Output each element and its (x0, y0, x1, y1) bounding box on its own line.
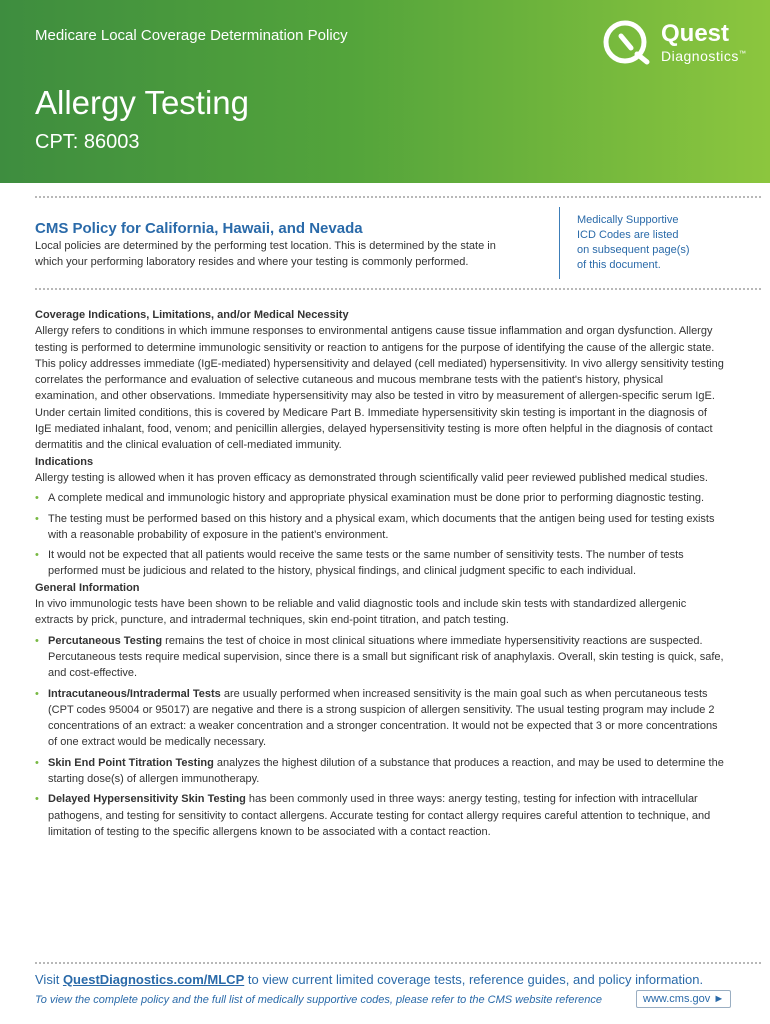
page-title: Allergy Testing (35, 84, 250, 121)
list-item: • It would not be expected that all patients would receive the same tests or the same number of sensitivity tests. The number of tests performed must be judicious and related to the history, physical findings, and clinical judgment specific to each individual. (35, 549, 684, 578)
cpt-code: CPT: 86003 (35, 131, 140, 153)
list-item: • Percutaneous Testing remains the test of choice in most clinical situations where immediate hypersensitivity reactions are suspected. Percutaneous tests require medical supervision, since there is a small but significant risk of anaphylaxis. Overall, skin testing is quick, safe, and cost-effective. (35, 634, 724, 680)
indications-heading: Indications (35, 455, 94, 468)
list-item: • Intracutaneous/Intradermal Tests are usually performed when increased sensitivity is the main goal such as when percutaneous tests (CPT codes 95004 or 95017) are negative and there is a strong suspicion of allergen sensitivity. The usual testing program may include 2 concentrations of an extract: a weaker concentration and a stronger concentration. It would not be expected that 3 or more concentrations of one extract would be medically necessary. (35, 687, 718, 749)
dotted-divider (35, 962, 761, 964)
cms-website-button[interactable]: www.cms.gov ► (636, 990, 731, 1008)
quest-logo-icon (601, 18, 655, 66)
header-banner (0, 0, 770, 183)
list-item: • The testing must be performed based on this history and a physical exam, which documents that the antigen being used for testing exists with a reasonable probability of exposure in the patient’s environment. (35, 512, 715, 541)
arrow-right-icon: ► (713, 993, 725, 1005)
bullet-icon: • (35, 492, 39, 505)
list-item: • Delayed Hypersensitivity Skin Testing has been commonly used in three ways: anergy testing, testing for infection with intracellular pathogens, and testing for sensitivity to contact allergens. Accurate testing for contact allergy requires careful attention to technique, and limitation of testing to the specific allergens known to be associated with a contact reaction. (35, 793, 711, 838)
cms-policy-heading: CMS Policy for California, Hawaii, and Nevada (35, 220, 363, 237)
indications-list (35, 490, 725, 579)
list-item: • A complete medical and immunologic history and appropriate physical examination must be done prior to performing diagnostic testing. (35, 490, 725, 506)
dotted-divider (35, 288, 761, 290)
icd-codes-note: Medically Supportive ICD Codes are listed on subsequent page(s) of this document. (577, 214, 690, 271)
list-item: • Skin End Point Titration Testing analyzes the highest dilution of a substance that produces a reaction, and may be used to determine the starting dose(s) of allergen immunotherapy. (35, 756, 724, 786)
bullet-icon: • (35, 549, 39, 562)
general-info-heading: General Information (35, 581, 140, 594)
footer-note: To view the complete policy and the full list of medically supportive codes, please refer to the CMS website reference (35, 994, 602, 1006)
dotted-divider (35, 196, 761, 198)
mlcp-link[interactable]: QuestDiagnostics.com/MLCP (62, 972, 245, 987)
coverage-text: Allergy refers to conditions in which immune responses to environmental antigens cause tissue inflammation and organ dysfunction. Allergy testing is performed to determine immunologic sensitivity or reaction to antigens for the purpose of identifying the cause of the allergic state. This policy addresses immediate (IgE-mediated) hypersensitivity and delayed (cell mediated) hypersensitivity. In vivo allergy sensitivity testing correlates the performance and evaluation of selective cutaneous and mucous membrane tests with the patient's history, physical examination, and other observations. Immediate hypersensitivity may also be tested in vitro by measurement of allergen-specific serum IgE. Under certain limited conditions, this is covered by Medicare Part B. Immediate hypersensitivity skin testing is important in the diagnosis of IgE mediated inhalant, food, venom; and penicillin allergies, delayed hypersensitivity testing is more often helpful in the diagnosis of contact dermatitis and the clinical evaluation of cell-mediated immunity. (35, 325, 724, 452)
bullet-icon: • (35, 687, 39, 700)
policy-type-title: Medicare Local Coverage Determination Policy (35, 27, 348, 44)
footer-visit-text: Visit QuestDiagnostics.com/MLCP to view current limited coverage tests, reference guides, and policy information. (35, 972, 704, 987)
general-info-list (35, 633, 725, 841)
bullet-icon: • (35, 756, 39, 769)
bullet-icon: • (35, 793, 39, 806)
bullet-icon: • (35, 512, 39, 525)
vertical-divider (559, 207, 560, 279)
policy-content (35, 307, 725, 840)
logo-quest-text: Quest (661, 20, 730, 47)
general-info-text: In vivo immunologic tests have been shown to be reliable and valid diagnostic tools and include skin tests with standardized allergenic extracts by prick, puncture, and intradermal techniques, skin end-point titration, and patch testing. (35, 598, 687, 627)
indications-text: Allergy testing is allowed when it has proven efficacy as demonstrated through scientifically valid peer reviewed published medical studies. (35, 471, 708, 484)
logo-diagnostics-text: Diagnostics™ (661, 48, 747, 64)
bullet-icon: • (35, 634, 39, 647)
quest-diagnostics-logo (601, 18, 761, 68)
cms-policy-text: Local policies are determined by the performing test location. This is determined by the state in which your performing laboratory resides and where your testing is commonly performed. (35, 240, 496, 268)
coverage-heading: Coverage Indications, Limitations, and/or Medical Necessity (35, 309, 349, 321)
